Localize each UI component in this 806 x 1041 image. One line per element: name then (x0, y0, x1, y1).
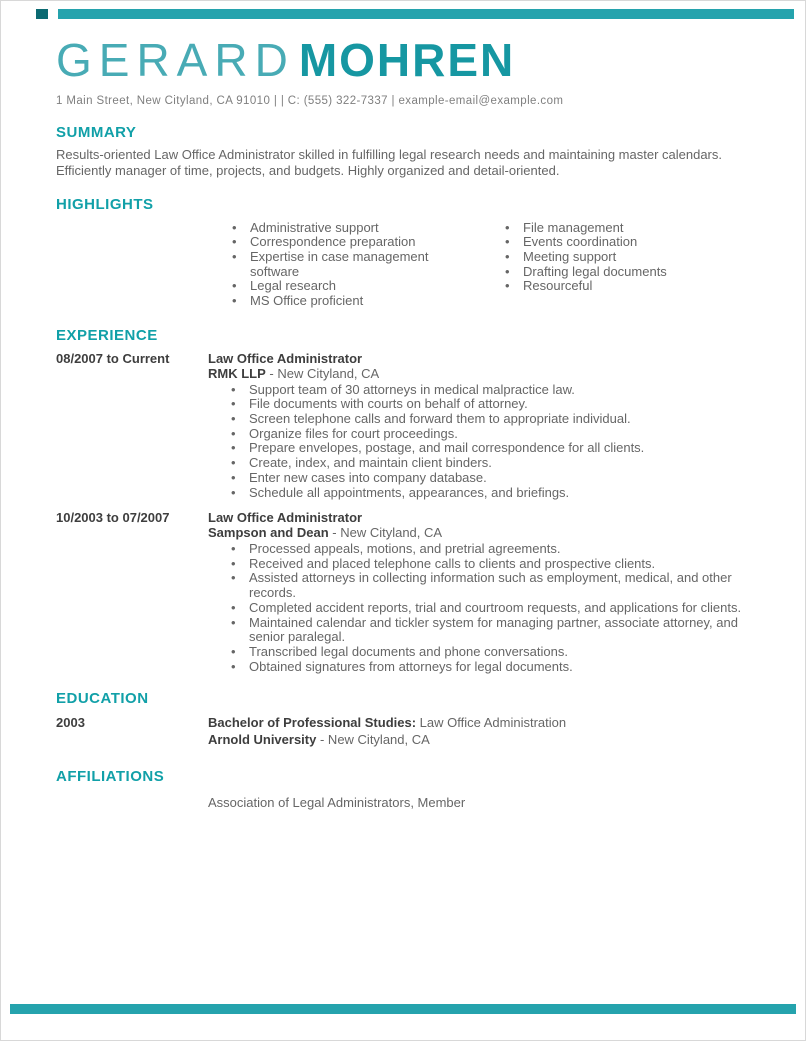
section-education (56, 690, 750, 748)
job-duty: • Organize files for court proceedings. (227, 427, 750, 442)
highlight-item: • Correspondence preparation (228, 235, 473, 250)
education-school-location: - New Cityland, CA (319, 731, 430, 747)
education-degree-line (208, 715, 750, 731)
highlight-item: • Meeting support (501, 250, 750, 265)
candidate-name (56, 34, 750, 86)
experience-job-1 (56, 352, 750, 500)
job-duty: • Received and placed telephone calls to clients and prospective clients. (227, 557, 750, 572)
job-dates: 10/2003 to 07/2007 (56, 510, 170, 526)
summary-heading: SUMMARY (56, 124, 137, 141)
experience-heading: EXPERIENCE (56, 326, 158, 344)
education-degree: Bachelor of Professional Studies: (208, 715, 417, 731)
affiliations-heading: AFFILIATIONS (56, 767, 165, 785)
contact-line: 1 Main Street, New Cityland, CA 91010 | | C: (555) 322-7337 | example-email@example.com (56, 95, 564, 107)
education-year: 2003 (56, 715, 85, 731)
section-experience (56, 327, 750, 674)
job-location: - New Cityland, CA (269, 365, 380, 381)
affiliations-text: Association of Legal Administrators, Member (208, 794, 466, 810)
job-duty: • Create, index, and maintain client binders. (227, 456, 750, 471)
education-heading: EDUCATION (56, 690, 149, 708)
top-accent-rule (58, 9, 794, 19)
job-title: Law Office Administrator (208, 350, 363, 366)
job-duties-list (208, 542, 750, 674)
job-duty: • Processed appeals, motions, and pretrial agreements. (227, 542, 750, 557)
highlight-item: • MS Office proficient (228, 294, 473, 309)
highlight-item: • Events coordination (501, 235, 750, 250)
job-company-line (208, 367, 750, 382)
job-duty: • Obtained signatures from attorneys for legal documents. (227, 660, 750, 675)
section-summary (56, 124, 750, 179)
highlights-heading: HIGHLIGHTS (56, 195, 154, 213)
highlight-item: • Legal research (228, 279, 473, 294)
highlights-columns (228, 221, 750, 309)
job-location: - New Cityland, CA (332, 525, 443, 541)
highlights-column-2 (501, 221, 750, 309)
education-entry (56, 715, 750, 748)
experience-job-2 (56, 511, 750, 674)
job-duty: • Maintained calendar and tickler system for managing partner, associate attorney, and senior paralegal. (227, 616, 750, 645)
job-duty: • Screen telephone calls and forward them to appropriate individual. (227, 412, 750, 427)
job-details (208, 352, 750, 500)
candidate-last-name: MOHREN (298, 34, 516, 86)
job-details (208, 511, 750, 674)
job-title: Law Office Administrator (208, 510, 363, 526)
highlight-item: • Expertise in case management software (228, 250, 473, 279)
highlight-item: • File management (501, 221, 750, 236)
highlight-item: • Drafting legal documents (501, 265, 750, 280)
section-affiliations (56, 768, 750, 810)
job-duty: • Schedule all appointments, appearances, and briefings. (227, 486, 750, 501)
job-duty: • Enter new cases into company database. (227, 471, 750, 486)
job-company-line (208, 526, 750, 541)
top-accent-square (36, 9, 48, 19)
education-school-line (208, 732, 750, 748)
job-duty: • Support team of 30 attorneys in medical malpractice law. (227, 383, 750, 398)
job-duty: • Transcribed legal documents and phone conversations. (227, 645, 750, 660)
highlight-item: • Resourceful (501, 279, 750, 294)
highlights-column-1 (228, 221, 473, 309)
job-dates: 08/2007 to Current (56, 350, 170, 366)
job-duty: • Prepare envelopes, postage, and mail correspondence for all clients. (227, 441, 750, 456)
job-company: RMK LLP (208, 365, 266, 381)
job-company: Sampson and Dean (208, 525, 329, 541)
education-details (208, 715, 750, 748)
education-field: Law Office Administration (419, 715, 567, 731)
job-duty: • File documents with courts on behalf of attorney. (227, 397, 750, 412)
section-highlights (56, 196, 750, 309)
job-duties-list (208, 383, 750, 501)
education-school: Arnold University (208, 731, 317, 747)
job-duty: • Assisted attorneys in collecting information such as employment, medical, and other records. (227, 571, 750, 600)
summary-text: Results-oriented Law Office Administrator skilled in fulfilling legal research needs and maintaining master calendars. Efficiently manager of time, projects, and budgets. Highly organized and detail-oriented. (56, 147, 722, 178)
highlight-item: • Administrative support (228, 221, 473, 236)
resume-content (1, 1, 805, 810)
top-accent-bar (36, 9, 794, 19)
job-duty: • Completed accident reports, trial and courtroom requests, and applications for clients. (227, 601, 750, 616)
candidate-first-name: GERARD (56, 34, 295, 86)
bottom-accent-rule (10, 1004, 796, 1014)
